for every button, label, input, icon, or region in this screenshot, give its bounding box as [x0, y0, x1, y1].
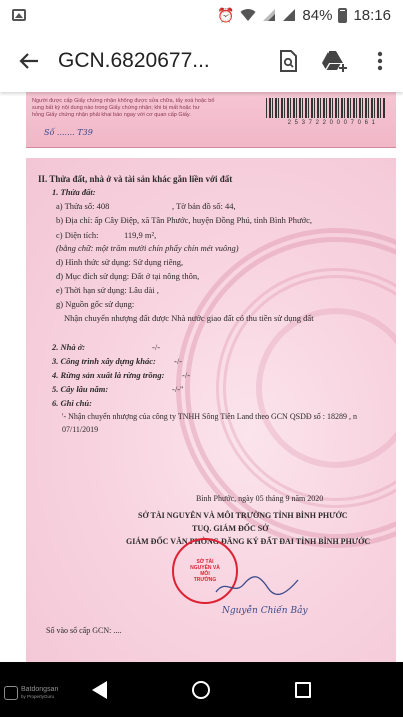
status-bar: [0, 0, 403, 30]
app-bar: [0, 30, 403, 92]
signing-place-date: Bình Phước, ngày 05 tháng 9 năm 2020: [196, 494, 324, 503]
battery-percent: 84%: [302, 6, 333, 24]
land-heading: 1. Thửa đất:: [52, 187, 96, 197]
document-viewport[interactable]: [0, 92, 403, 662]
item-label: 2. Nhà ở:: [52, 342, 86, 352]
certificate-page: [26, 158, 396, 662]
land-address: b) Địa chỉ: ấp Cây Điệp, xã Tân Phước, huyện Đồng Phú, tỉnh Bình Phước,: [56, 215, 313, 225]
find-in-document-button[interactable]: [265, 30, 311, 92]
signing-authority: TUQ. GIÁM ĐỐC SỞ: [192, 524, 269, 533]
stamp-text: SỞ TÀI NGUYÊN VÀ MÔI TRƯỜNG: [190, 559, 220, 583]
section-title: II. Thửa đất, nhà ở và tài sản khác gắn liền với đất: [38, 174, 233, 184]
signature: [212, 574, 302, 598]
signal-icon-2: [282, 8, 296, 22]
item-label: 3. Công trình xây dựng khác:: [52, 356, 156, 366]
item-value: -/-": [172, 384, 184, 394]
nav-home-icon[interactable]: [192, 681, 210, 699]
land-origin-detail: Nhận chuyển nhượng đất được Nhà nước giao đất có thu tiền sử dụng đất: [64, 313, 314, 323]
page-top-text-line: Người được cấp Giấy chứng nhận không được sửa chữa, tẩy xoá hoặc bổ: [32, 98, 215, 104]
previous-page-fragment: [26, 92, 396, 148]
arrow-back-icon: [19, 52, 39, 70]
more-options-button[interactable]: [357, 30, 403, 92]
more-vert-icon: [377, 51, 383, 71]
watermark: [4, 686, 58, 700]
gallery-notification-icon: [12, 9, 26, 21]
document-search-icon: [279, 50, 297, 72]
clock: 18:16: [353, 6, 391, 24]
item-label: 4. Rừng sản xuất là rừng trồng:: [52, 370, 165, 380]
land-parcel-number: a) Thửa số: 408: [56, 201, 110, 211]
land-map-sheet: , Tờ bản đồ số: 44,: [172, 201, 236, 211]
battery-icon: [338, 8, 347, 23]
notes-heading: 6. Ghi chú:: [52, 398, 92, 408]
land-usage-term: e) Thời hạn sử dụng: Lâu dài ,: [56, 285, 159, 295]
signing-org: SỞ TÀI NGUYÊN VÀ MÔI TRƯỜNG TỈNH BÌNH PHƯỚC: [138, 511, 348, 520]
page-top-text-line: sung bất kỳ nội dung nào trong Giấy chứng nhận; khi bị mất hoặc hư: [32, 105, 200, 111]
nav-back-icon[interactable]: [92, 681, 107, 699]
notes-line: '- Nhận chuyển nhượng của công ty TNHH Sông Tiên Land theo GCN QSDĐ số : 18289 , n: [62, 412, 357, 421]
page-top-text-line: hỏng Giấy chứng nhận phải khai báo ngay với cơ quan cấp Giấy.: [32, 112, 191, 118]
batdongsan-logo-icon: [4, 686, 18, 700]
land-area-words: (bằng chữ: một trăm mười chín phẩy chín mét vuông): [56, 243, 239, 253]
land-usage-form: d) Hình thức sử dụng: Sử dụng riêng,: [56, 257, 184, 267]
back-button[interactable]: [0, 30, 58, 92]
signer-name: Nguyễn Chiến Bảy: [222, 606, 308, 616]
document-title: GCN.6820677...: [58, 49, 210, 72]
land-area-label: c) Diện tích:: [56, 230, 99, 240]
signing-office: GIÁM ĐỐC VĂN PHÒNG ĐĂNG KÝ ĐẤT ĐAI TỈNH BÌNH PHƯỚC: [126, 537, 371, 546]
item-value: -/-: [152, 342, 161, 352]
land-area-value: 119,9 m²,: [124, 230, 157, 240]
nav-recents-icon[interactable]: [295, 682, 311, 698]
drive-add-icon: [321, 50, 347, 72]
barcode: [266, 98, 386, 118]
handwritten-note: Số ....... T39: [44, 128, 93, 137]
land-origin-label: g) Nguồn gốc sử dụng:: [56, 299, 135, 309]
add-to-drive-button[interactable]: [311, 30, 357, 92]
signal-icon-1: [262, 8, 276, 22]
alarm-icon: ⏰: [216, 6, 235, 23]
barcode-number: 2 5 3 7 2 2 0 0 0 7 0 6 1: [287, 120, 376, 126]
system-navigation-bar: [0, 662, 403, 717]
land-usage-purpose: đ) Mục đích sử dụng: Đất ở tại nông thôn,: [56, 271, 200, 281]
notes-line: 07/11/2019: [62, 425, 99, 434]
watermark-sub: by PropertyGuru: [21, 694, 55, 699]
item-label: 5. Cây lâu năm:: [52, 384, 109, 394]
item-value: -/-: [182, 370, 191, 380]
watermark-brand: Batdongsan: [21, 686, 59, 693]
registry-number: Số vào sổ cấp GCN: ....: [46, 626, 122, 635]
item-value: -/-: [174, 356, 183, 366]
wifi-icon: [240, 8, 256, 22]
